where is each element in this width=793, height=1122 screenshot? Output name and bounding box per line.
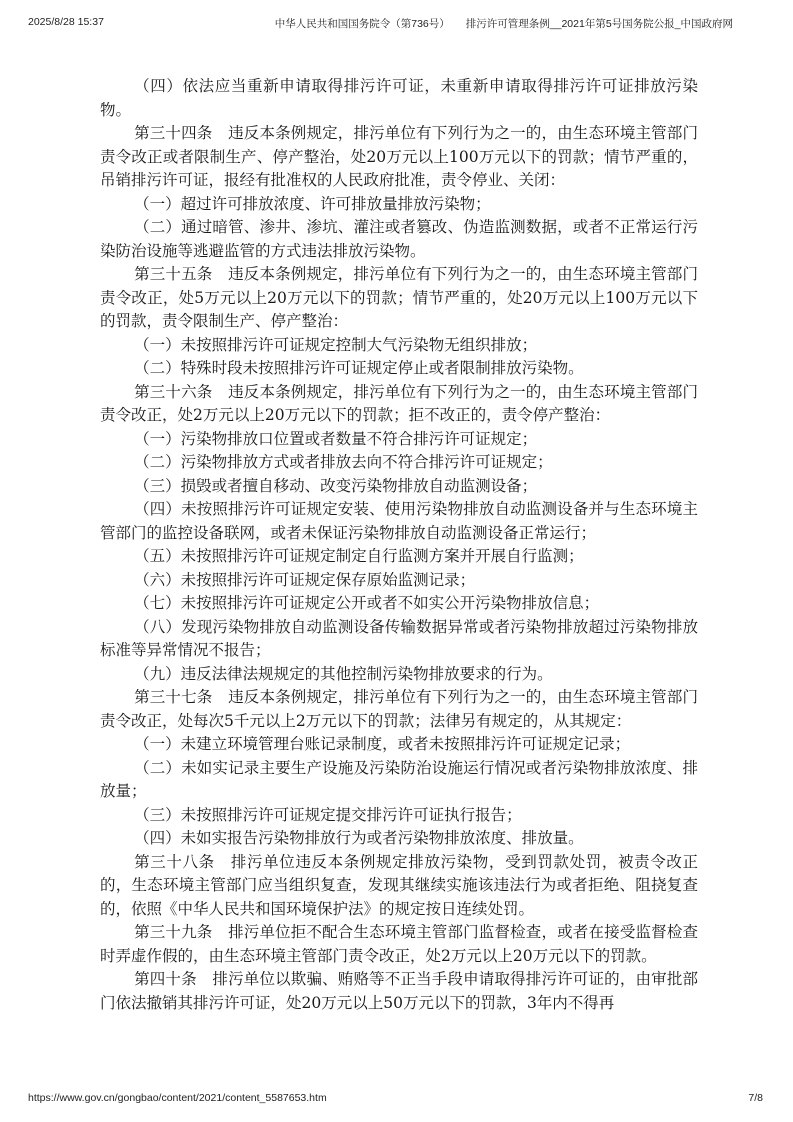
paragraph: （一）污染物排放口位置或者数量不符合排污许可证规定； xyxy=(134,429,538,448)
paragraph: 第三十四条 违反本条例规定，排污单位有下列行为之一的，由生态环境主管部门责令改正或者限制生产、停产整治，处20万元以上100万元以下的罚款；情节严重的，吊销排污许可证，报经有批准权的人民政府批准，责令停业、关闭： xyxy=(100,124,698,189)
paragraph: （四）依法应当重新申请取得排污许可证，未重新申请取得排污许可证排放污染物。 xyxy=(100,77,698,119)
paragraph: （三）未按照排污许可证规定提交排污许可证执行报告； xyxy=(134,805,522,824)
paragraph: （二）污染物排放方式或者排放去向不符合排污许可证规定； xyxy=(134,453,553,471)
paragraph: （一）未按照排污许可证规定控制大气污染物无组织排放； xyxy=(134,335,538,354)
paragraph: （一）未建立环境管理台账记录制度，或者未按照排污许可证规定记录； xyxy=(134,735,631,753)
paragraph: （三）损毁或者擅自移动、改变污染物排放自动监测设备； xyxy=(134,476,538,495)
order-title: 中华人民共和国国务院令（第736号） xyxy=(274,18,450,30)
page-title: 排污许可管理条例__2021年第5号国务院公报_中国政府网 xyxy=(465,18,733,30)
print-header-title xyxy=(275,16,733,31)
paragraph: 第三十七条 违反本条例规定，排污单位有下列行为之一的，由生态环境主管部门责令改正，处每次5千元以上2万元以下的罚款；法律另有规定的，从其规定： xyxy=(100,688,698,730)
paragraph: （二）特殊时段未按照排污许可证规定停止或者限制排放污染物。 xyxy=(134,359,584,377)
paragraph: （四）未如实报告污染物排放行为或者污染物排放浓度、排放量。 xyxy=(134,829,584,847)
page-number: 7/8 xyxy=(748,1092,763,1104)
print-url: https://www.gov.cn/gongbao/content/2021/content_5587653.htm xyxy=(28,1092,327,1104)
paragraph: （二）未如实记录主要生产设施及污染防治设施运行情况或者污染物排放浓度、排放量； xyxy=(100,758,698,800)
paragraph: （七）未按照排污许可证规定公开或者不如实公开污染物排放信息； xyxy=(134,594,600,612)
paragraph: 第三十八条 排污单位违反本条例规定排放污染物，受到罚款处罚，被责令改正的，生态环境主管部门应当组织复查，发现其继续实施该违法行为或者拒绝、阻挠复查的，依照《中华人民共和国环境保护法》的规定按日连续处罚。 xyxy=(100,852,698,918)
paragraph: 第三十九条 排污单位拒不配合生态环境主管部门监督检查，或者在接受监督检查时弄虚作假的，由生态环境主管部门责令改正，处2万元以上20万元以下的罚款。 xyxy=(100,923,698,965)
paragraph: （二）通过暗管、渗井、渗坑、灌注或者篡改、伪造监测数据，或者不正常运行污染防治设施等逃避监管的方式违法排放污染物。 xyxy=(100,218,698,260)
print-datetime: 2025/8/28 15:37 xyxy=(28,16,104,28)
paragraph: （四）未按照排污许可证规定安装、使用污染物排放自动监测设备并与生态环境主管部门的监控设备联网，或者未保证污染物排放自动监测设备正常运行； xyxy=(100,500,698,542)
document-body xyxy=(100,75,698,1015)
paragraph: （一）超过许可排放浓度、许可排放量排放污染物； xyxy=(134,194,491,213)
paragraph: 第三十五条 违反本条例规定，排污单位有下列行为之一的，由生态环境主管部门责令改正，处5万元以上20万元以下的罚款；情节严重的，处20万元以上100万元以下的罚款，责令限制生产、停产整治： xyxy=(100,265,698,330)
paragraph: 第三十六条 违反本条例规定，排污单位有下列行为之一的，由生态环境主管部门责令改正，处2万元以上20万元以下的罚款；拒不改正的，责令停产整治： xyxy=(100,382,698,424)
paragraph: （八）发现污染物排放自动监测设备传输数据异常或者污染物排放超过污染物排放标准等异常情况不报告； xyxy=(100,617,698,659)
paragraph: 第四十条 排污单位以欺骗、贿赂等不正当手段申请取得排污许可证的，由审批部门依法撤销其排污许可证，处20万元以上50万元以下的罚款，3年内不得再 xyxy=(100,970,698,1012)
paragraph: （九）违反法律法规规定的其他控制污染物排放要求的行为。 xyxy=(134,664,553,683)
paragraph: （五）未按照排污许可证规定制定自行监测方案并开展自行监测； xyxy=(134,547,584,565)
paragraph: （六）未按照排污许可证规定保存原始监测记录； xyxy=(134,570,476,589)
